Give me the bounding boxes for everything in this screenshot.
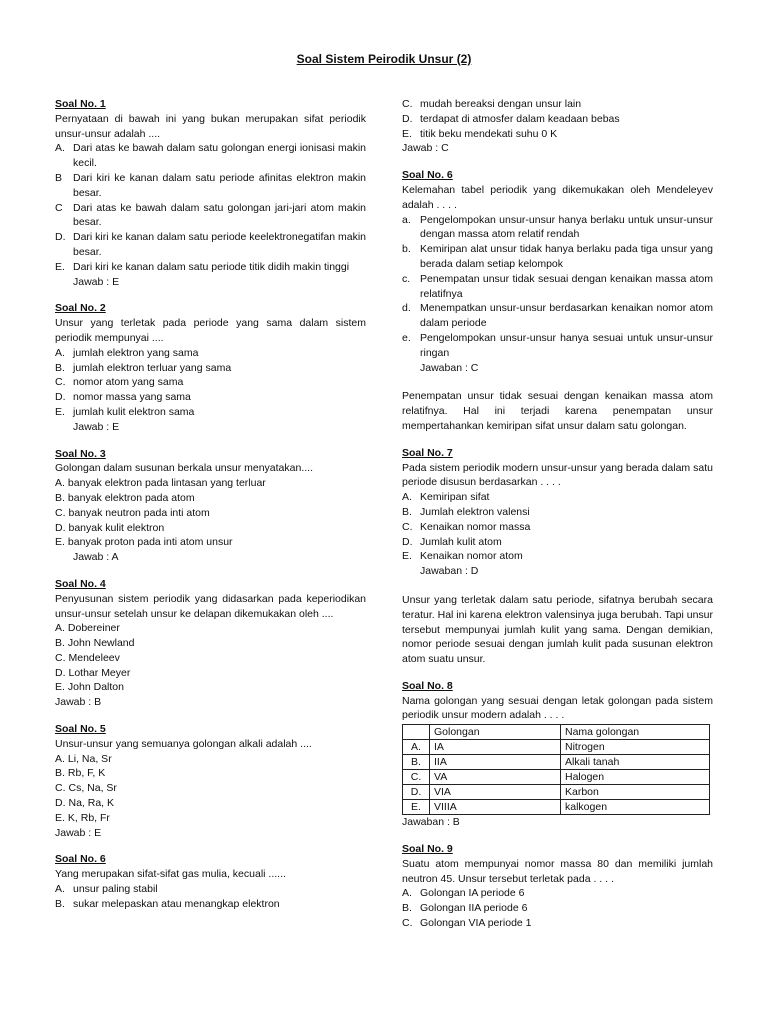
option-key: A. [402, 887, 412, 900]
option-key: D. [402, 535, 413, 548]
option-key: A. [55, 622, 65, 635]
option-text: Rb, F, K [67, 767, 106, 780]
question-heading: Soal No. 5 [55, 723, 106, 736]
option-text: banyak proton pada inti atom unsur [67, 536, 233, 549]
table-row [403, 755, 710, 770]
option-text: nomor massa yang sama [73, 391, 191, 404]
option-text: Na, Ra, K [68, 797, 115, 810]
table-cell: C. [403, 770, 430, 785]
answer: Jawab : E [73, 275, 120, 288]
option [55, 535, 366, 550]
option [55, 651, 366, 666]
table-row [403, 770, 710, 785]
table-header-row [403, 725, 710, 740]
option-key: D. [55, 521, 66, 534]
option-key: B. [55, 637, 65, 650]
option [55, 390, 366, 405]
question-text: Yang merupakan sifat-sifat gas mulia, kecuali ...... [55, 868, 286, 881]
option-key: B [55, 171, 63, 184]
option-key: B. [55, 897, 65, 910]
option [55, 141, 366, 171]
option-text: Kenaikan nomor massa [420, 520, 531, 533]
table-cell: B. [403, 755, 430, 770]
option-text: Kemiripan sifat [420, 491, 490, 504]
answer: Jawaban : D [420, 565, 479, 578]
option-key: C. [402, 917, 413, 930]
option-text: Golongan IIA periode 6 [420, 902, 528, 915]
question-heading: Soal No. 6 [402, 169, 453, 182]
option-text: Lothar Meyer [68, 666, 131, 679]
option-text: mudah bereaksi dengan unsur lain [420, 98, 582, 110]
option-key: E. [55, 811, 65, 824]
question-heading: Soal No. 9 [402, 843, 453, 856]
option-key: C [55, 201, 63, 214]
option-key: E. [55, 260, 65, 273]
table-header-cell: Golongan [430, 725, 561, 740]
option-text: Pengelompokan unsur-unsur hanya berlaku untuk unsur-unsur dengan massa atom relatif rendah [420, 213, 713, 241]
option-key: A. [55, 346, 65, 359]
option-key: e. [402, 331, 411, 344]
option-text: terdapat di atmosfer dalam keadaan bebas [420, 112, 620, 125]
option-text: jumlah elektron yang sama [73, 346, 199, 359]
answer: Jawaban : C [420, 361, 479, 374]
question-6b [402, 168, 713, 434]
question-5 [55, 722, 366, 840]
table-cell: D. [403, 785, 430, 800]
question-8 [402, 679, 713, 830]
explanation: Unsur yang terletak dalam satu periode, sifatnya berubah secara teratur. Hal ini karena elektron valensinya juga berubah. Tapi unsur tersebut mempunyai jumlah kulit yang sama. Dengan demikian, nomor periode sesuai dengan jumlah kulit pada susunan elektron atom suatu unsur. [402, 593, 713, 666]
question-text: Unsur yang terletak pada periode yang sama dalam sistem periodik mempunyai .... [55, 317, 366, 344]
option [402, 301, 713, 331]
option [402, 535, 713, 550]
option [402, 112, 713, 127]
option-text: Dari kiri ke kanan dalam satu periode titik didih makin tinggi [73, 260, 350, 273]
option-text: Dari kiri ke kanan dalam satu periode afinitas elektron makin besar. [73, 171, 366, 199]
option [55, 361, 366, 376]
option-text: John Dalton [67, 681, 124, 694]
option-key: C. [55, 506, 66, 519]
option [402, 505, 713, 520]
option [402, 520, 713, 535]
table-cell: Halogen [561, 770, 710, 785]
option [55, 260, 366, 275]
option-text: Golongan IA periode 6 [420, 887, 525, 900]
table-cell: E. [403, 800, 430, 815]
question-text: Golongan dalam susunan berkala unsur menyatakan.... [55, 462, 313, 475]
question-text: Nama golongan yang sesuai dengan letak golongan pada sistem periodik unsur modern adalah . . . . [402, 694, 713, 722]
option-key: E. [402, 550, 412, 563]
option [402, 886, 713, 901]
table-cell: Nitrogen [561, 740, 710, 755]
option-text: Kemiripan alat unsur tidak hanya berlaku pada tiga unsur yang berada dalam setiap kelompok [420, 243, 713, 270]
option [402, 331, 713, 361]
option [55, 201, 366, 231]
option-key: B. [402, 902, 412, 915]
table-row [403, 800, 710, 815]
option [402, 272, 713, 302]
option-text: unsur paling stabil [73, 883, 158, 896]
table-header-cell [403, 725, 430, 740]
question-6a [55, 852, 366, 911]
option-text: Penempatan unsur tidak sesuai dengan kenaikan massa atom relatifnya [420, 272, 713, 300]
right-column [402, 97, 713, 943]
option [55, 752, 366, 767]
option [402, 213, 713, 243]
option-text: Golongan VIA periode 1 [420, 917, 532, 930]
option-text: Cs, Na, Sr [68, 782, 117, 795]
option [402, 549, 713, 564]
option-text: Dari atas ke bawah dalam satu golongan energi ionisasi makin kecil. [73, 142, 366, 170]
option-key: a. [402, 213, 411, 226]
option-key: E. [55, 681, 65, 694]
option-key: D. [55, 231, 66, 244]
question-3 [55, 447, 366, 565]
table-cell: VIA [430, 785, 561, 800]
table-cell: IA [430, 740, 561, 755]
answer-table [402, 724, 710, 815]
option-text: Dari kiri ke kanan dalam satu periode keelektronegatifan makin besar. [73, 231, 366, 258]
option-text: Jumlah kulit atom [420, 535, 502, 548]
explanation: Penempatan unsur tidak sesuai dengan kenaikan massa atom relatifnya. Hal ini terjadi karena penempatan unsur mempertahankan kemiripan sifat unsur dalam satu golongan. [402, 390, 713, 432]
option-key: c. [402, 272, 411, 285]
option [402, 97, 713, 112]
option [55, 346, 366, 361]
question-heading: Soal No. 4 [55, 577, 106, 590]
option [55, 666, 366, 681]
option-text: banyak neutron pada inti atom [68, 506, 210, 519]
question-text: Penyusunan sistem periodik yang didasarkan pada keperiodikan unsur-unsur setelah unsur ke delapan dikemukakan oleh .... [55, 592, 366, 620]
option [55, 171, 366, 201]
table-row [403, 785, 710, 800]
table-cell: kalkogen [561, 800, 710, 815]
option-key: A. [55, 752, 65, 765]
option-text: titik beku mendekati suhu 0 K [420, 127, 558, 140]
option-text: Menempatkan unsur-unsur berdasarkan kenaikan nomor atom dalam periode [420, 302, 713, 330]
left-column [55, 97, 366, 924]
option-key: A. [55, 477, 65, 490]
table-cell: VIIIA [430, 800, 561, 815]
option-key: B. [55, 361, 65, 374]
option-key: C. [55, 651, 66, 664]
question-heading: Soal No. 2 [55, 302, 106, 315]
option [402, 490, 713, 505]
option [402, 901, 713, 916]
option-text: sukar melepaskan atau menangkap elektron [73, 897, 280, 910]
question-heading: Soal No. 8 [402, 679, 453, 692]
option-text: nomor atom yang sama [73, 376, 184, 389]
option-text: Pengelompokan unsur-unsur hanya sesuai untuk unsur-unsur ringan [420, 331, 713, 359]
option-key: E. [55, 405, 65, 418]
option-text: Dobereiner [67, 622, 120, 635]
option [55, 882, 366, 897]
option-key: B. [55, 767, 65, 780]
question-7 [402, 446, 713, 667]
option-text: Kenaikan nomor atom [420, 550, 523, 563]
option [402, 916, 713, 931]
option-key: A. [402, 491, 412, 504]
question-heading: Soal No. 7 [402, 446, 453, 459]
option-text: banyak kulit elektron [68, 521, 165, 534]
table-cell: Alkali tanah [561, 755, 710, 770]
option-text: Dari atas ke bawah dalam satu golongan jari-jari atom makin besar. [73, 201, 366, 229]
option-key: B. [55, 491, 65, 504]
option-key: E. [402, 127, 412, 140]
option [55, 680, 366, 695]
option-key: D. [55, 666, 66, 679]
option [55, 796, 366, 811]
question-1 [55, 97, 366, 289]
option [55, 506, 366, 521]
option-key: A. [55, 142, 65, 155]
question-4 [55, 577, 366, 710]
option-text: banyak elektron pada atom [67, 491, 195, 504]
option-key: C. [402, 520, 413, 533]
option-key: C. [55, 782, 66, 795]
question-heading: Soal No. 1 [55, 98, 106, 110]
option [55, 476, 366, 491]
option-text: jumlah elektron terluar yang sama [73, 361, 232, 374]
option-key: D. [402, 112, 413, 125]
option-text: banyak elektron pada lintasan yang terluar [67, 477, 266, 490]
question-text: Pada sistem periodik modern unsur-unsur yang berada dalam satu periode disusun berdasarkan . . . . [402, 461, 713, 489]
option-key: A. [55, 883, 65, 896]
question-2 [55, 301, 366, 434]
answer: Jawab : E [55, 826, 102, 839]
option-key: C. [402, 98, 413, 110]
answer: Jawab : B [55, 696, 102, 709]
question-text: Suatu atom mempunyai nomor massa 80 dan memiliki jumlah neutron 45. Unsur tersebut terletak pada . . . . [402, 857, 713, 885]
answer: Jawaban : B [402, 816, 460, 829]
option-text: Mendeleev [68, 651, 120, 664]
option [55, 375, 366, 390]
option [402, 242, 713, 272]
option [55, 230, 366, 260]
answer: Jawab : C [402, 142, 449, 155]
option-text: John Newland [67, 637, 135, 650]
option-key: D. [55, 797, 66, 810]
question-heading: Soal No. 6 [55, 853, 106, 866]
option [55, 766, 366, 781]
option [55, 897, 366, 912]
option [55, 491, 366, 506]
table-cell: A. [403, 740, 430, 755]
option-text: Li, Na, Sr [67, 752, 112, 765]
option [55, 405, 366, 420]
option-key: b. [402, 243, 411, 256]
option-text: Jumlah elektron valensi [420, 505, 530, 518]
question-text: Pernyataan di bawah ini yang bukan merupakan sifat periodik unsur-unsur adalah .... [55, 112, 366, 140]
option-key: d. [402, 302, 411, 315]
option-key: C. [55, 376, 66, 389]
option-key: E. [55, 536, 65, 549]
page-title: Soal Sistem Peirodik Unsur (2) [296, 52, 472, 66]
option [55, 521, 366, 536]
table-row [403, 740, 710, 755]
option [55, 811, 366, 826]
table-cell: IIA [430, 755, 561, 770]
question-text: Unsur-unsur yang semuanya golongan alkali adalah .... [55, 737, 312, 750]
option-key: D. [55, 391, 66, 404]
table-cell: VA [430, 770, 561, 785]
answer: Jawab : A [73, 551, 119, 564]
question-9 [402, 842, 713, 931]
option [55, 636, 366, 651]
question-text: Kelemahan tabel periodik yang dikemukakan oleh Mendeleyev adalah . . . . [402, 183, 713, 211]
option [402, 127, 713, 142]
table-header-cell: Nama golongan [561, 725, 710, 740]
table-cell: Karbon [561, 785, 710, 800]
option [55, 621, 366, 636]
option-text: jumlah kulit elektron sama [73, 405, 195, 418]
option [55, 781, 366, 796]
question-heading: Soal No. 3 [55, 447, 106, 460]
option-key: B. [402, 505, 412, 518]
answer: Jawab : E [73, 420, 120, 433]
question-6a-continued [402, 97, 713, 156]
option-text: K, Rb, Fr [67, 811, 110, 824]
